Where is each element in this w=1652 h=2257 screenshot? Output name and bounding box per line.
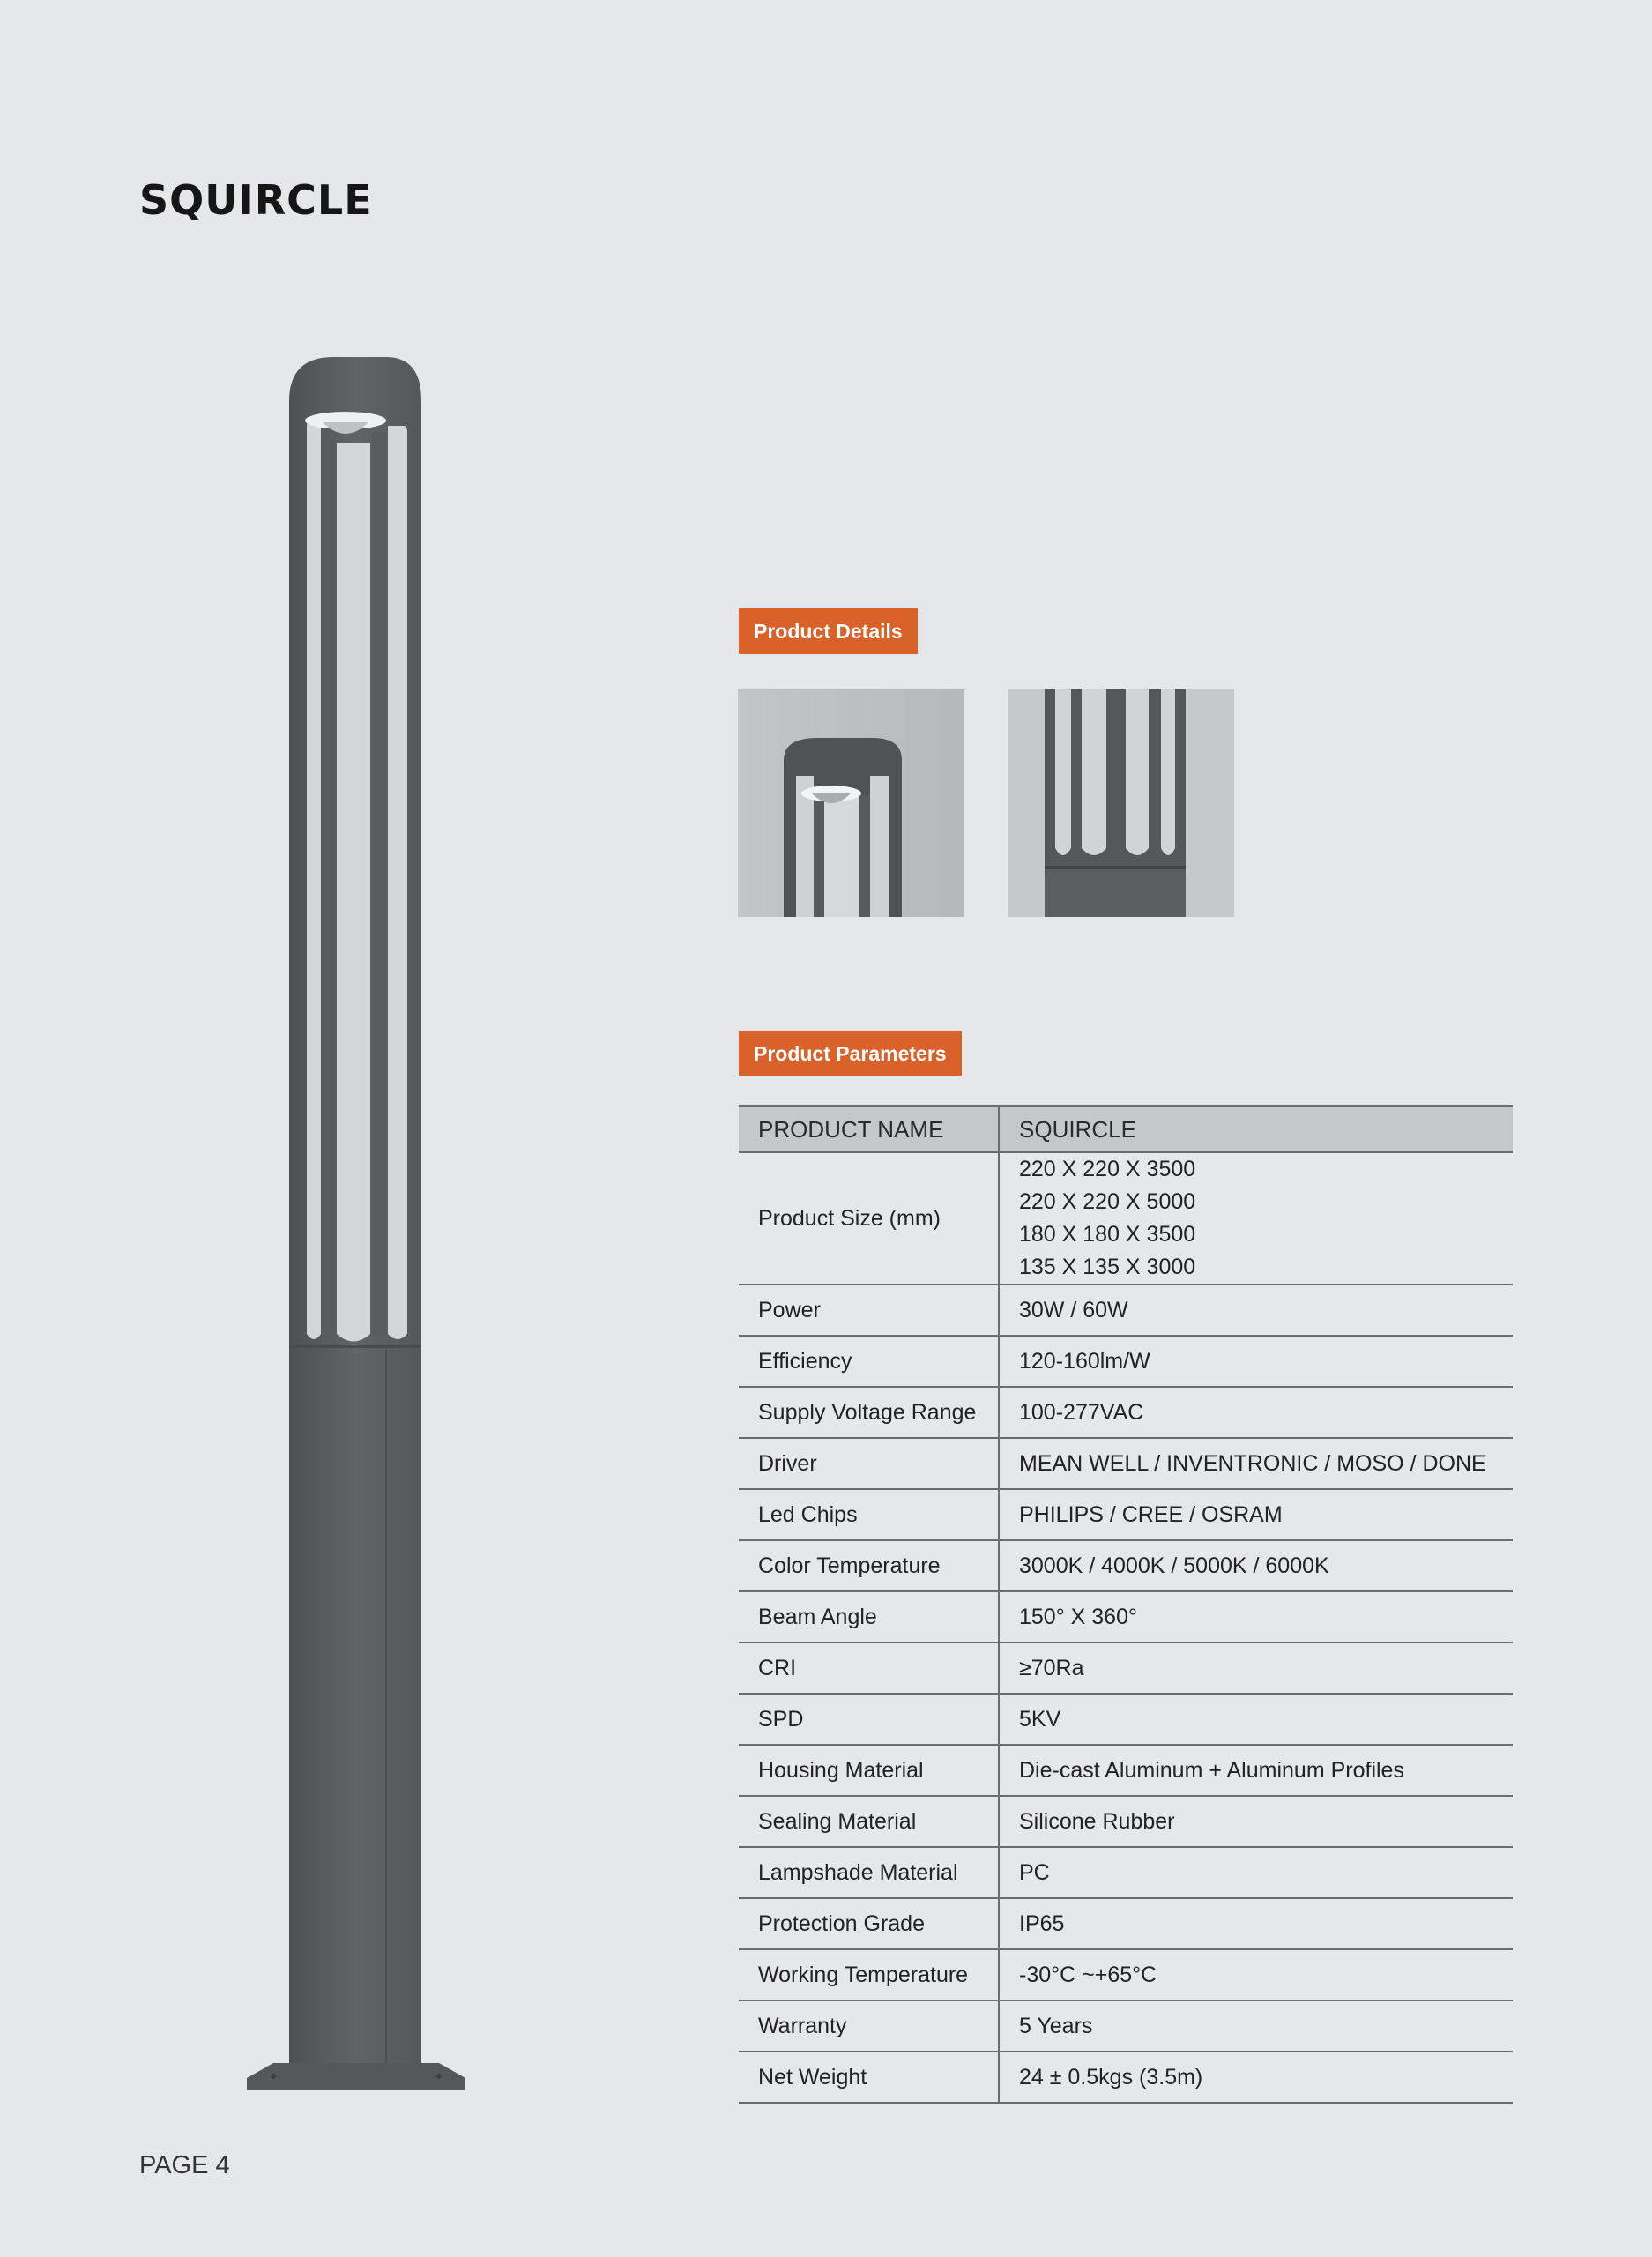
row-value: PC bbox=[999, 1847, 1513, 1898]
row-value: MEAN WELL / INVENTRONIC / MOSO / DONE bbox=[999, 1438, 1513, 1489]
row-label: Power bbox=[739, 1285, 999, 1336]
table-row bbox=[739, 1336, 1513, 1387]
row-label: CRI bbox=[739, 1642, 999, 1694]
size-values bbox=[999, 1152, 1513, 1285]
size-value: 135 X 135 X 3000 bbox=[1019, 1255, 1196, 1279]
table-row bbox=[739, 1745, 1513, 1796]
row-label: Warranty bbox=[739, 2000, 999, 2052]
row-label: Led Chips bbox=[739, 1489, 999, 1540]
size-value: 220 X 220 X 3500 bbox=[1019, 1157, 1196, 1181]
product-details-heading: Product Details bbox=[739, 608, 918, 654]
table-row bbox=[739, 1489, 1513, 1540]
row-label: Lampshade Material bbox=[739, 1847, 999, 1898]
detail-photo-lamp-head bbox=[738, 689, 964, 917]
header-value: SQUIRCLE bbox=[999, 1106, 1513, 1153]
row-label: Driver bbox=[739, 1438, 999, 1489]
row-value: Silicone Rubber bbox=[999, 1796, 1513, 1847]
row-value: 3000K / 4000K / 5000K / 6000K bbox=[999, 1540, 1513, 1591]
product-image-pole bbox=[238, 348, 476, 2112]
page-title: SQUIRCLE bbox=[139, 176, 373, 224]
row-value: PHILIPS / CREE / OSRAM bbox=[999, 1489, 1513, 1540]
table-row bbox=[739, 2052, 1513, 2103]
row-value: 100-277VAC bbox=[999, 1387, 1513, 1438]
table-row bbox=[739, 1898, 1513, 1949]
table-row bbox=[739, 1796, 1513, 1847]
row-value: 120-160lm/W bbox=[999, 1336, 1513, 1387]
row-value: ≥70Ra bbox=[999, 1642, 1513, 1694]
row-label: Working Temperature bbox=[739, 1949, 999, 2000]
row-value: Die-cast Aluminum + Aluminum Profiles bbox=[999, 1745, 1513, 1796]
table-row bbox=[739, 1285, 1513, 1336]
row-label: Protection Grade bbox=[739, 1898, 999, 1949]
size-value: 220 X 220 X 5000 bbox=[1019, 1189, 1196, 1214]
parameters-table bbox=[739, 1105, 1513, 2104]
row-value: -30°C ~+65°C bbox=[999, 1949, 1513, 2000]
row-label: SPD bbox=[739, 1694, 999, 1745]
row-label: Color Temperature bbox=[739, 1540, 999, 1591]
table-row bbox=[739, 1152, 1513, 1285]
table-row bbox=[739, 1642, 1513, 1694]
table-row bbox=[739, 1591, 1513, 1642]
row-value: 30W / 60W bbox=[999, 1285, 1513, 1336]
row-value: 150° X 360° bbox=[999, 1591, 1513, 1642]
row-label: Beam Angle bbox=[739, 1591, 999, 1642]
table-row bbox=[739, 1387, 1513, 1438]
page-number: PAGE 4 bbox=[139, 2151, 230, 2179]
row-value: IP65 bbox=[999, 1898, 1513, 1949]
row-label: Efficiency bbox=[739, 1336, 999, 1387]
row-label: Housing Material bbox=[739, 1745, 999, 1796]
table-row bbox=[739, 1949, 1513, 2000]
row-value: 5KV bbox=[999, 1694, 1513, 1745]
size-value: 180 X 180 X 3500 bbox=[1019, 1222, 1196, 1247]
row-value: 5 Years bbox=[999, 2000, 1513, 2052]
product-parameters-heading: Product Parameters bbox=[739, 1031, 962, 1076]
table-row bbox=[739, 1694, 1513, 1745]
row-label: Supply Voltage Range bbox=[739, 1387, 999, 1438]
header-label: PRODUCT NAME bbox=[739, 1106, 999, 1153]
row-label: Net Weight bbox=[739, 2052, 999, 2103]
table-row bbox=[739, 1540, 1513, 1591]
row-value: 24 ± 0.5kgs (3.5m) bbox=[999, 2052, 1513, 2103]
row-label: Sealing Material bbox=[739, 1796, 999, 1847]
row-label: Product Size (mm) bbox=[739, 1152, 999, 1285]
table-header-row bbox=[739, 1106, 1513, 1153]
table-row bbox=[739, 1438, 1513, 1489]
table-row bbox=[739, 1847, 1513, 1898]
detail-photo-pole-base bbox=[1008, 689, 1234, 917]
table-row bbox=[739, 2000, 1513, 2052]
